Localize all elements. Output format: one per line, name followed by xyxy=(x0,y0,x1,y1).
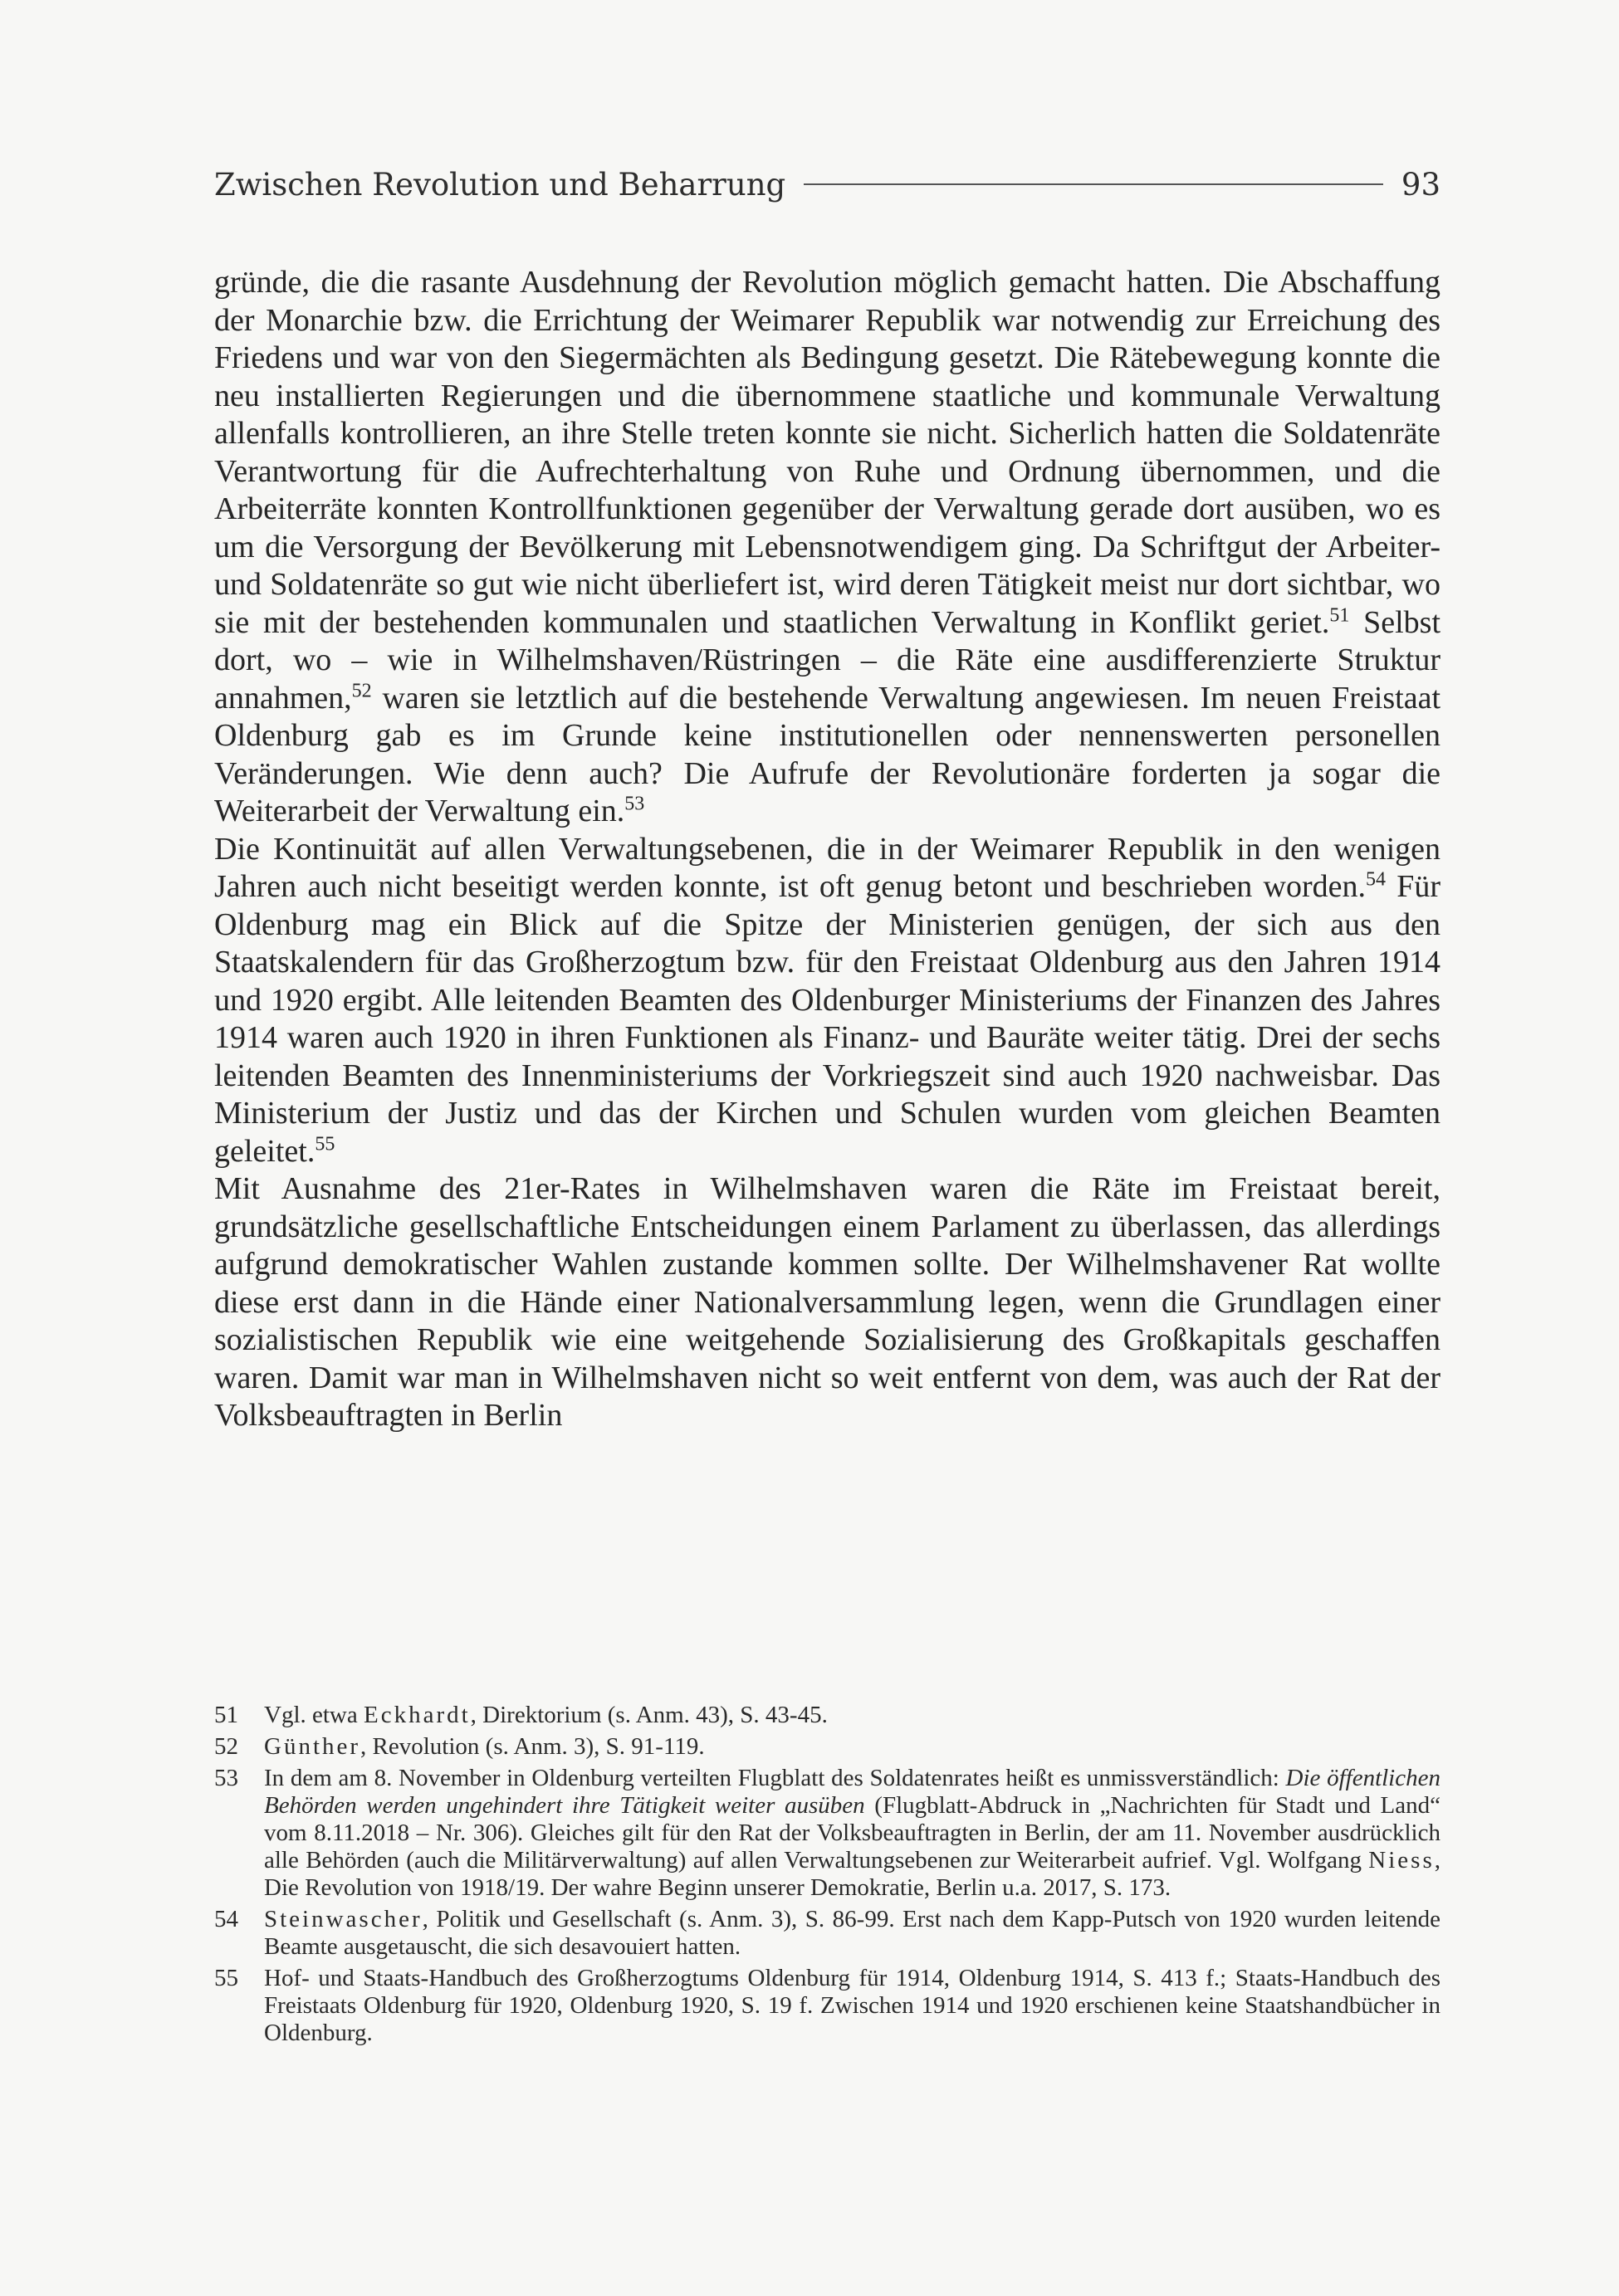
footnote-53-text-b: (Flugblatt-Abdruck in „Nachrichten für Stadt und Land“ vom 8.11.2018 – Nr. 306). Gleiches gilt für den Rat der Volksbeauftragten in Berlin, der am 11. November ausdrücklich alle Behörden (auch die Militärverwaltung) auf allen Verwaltungsebenen zur Weiterarbeit aufrief. Vgl. Wolfgang xyxy=(264,1792,1440,1873)
paragraph-2-text-b: Für Oldenburg mag ein Blick auf die Spitze der Ministerien genügen, der sich aus den Staatskalendern für das Großherzogtum bzw. für den Freistaat Oldenburg aus den Jahren 1914 und 1920 ergibt. Alle leitenden Beamten des Oldenburger Ministeriums der Finanzen des Jahres 1914 waren auch 1920 in ihren Funktionen als Finanz- und Bauräte weiter tätig. Drei der sechs leitenden Beamten des Innenministeriums der Vorkriegszeit sind auch 1920 nachweisbar. Das Ministerium der Justiz und das der Kirchen und Schulen wurden vom gleichen Beamten geleitet. xyxy=(214,869,1440,1169)
paragraph-3: Mit Ausnahme des 21er-Rates in Wilhelmshaven waren die Räte im Freistaat bereit, grundsätzliche gesellschaftliche Entscheidungen einem Parlament zu überlassen, das allerdings aufgrund demokratischer Wahlen zustande kommen sollte. Der Wilhelmshavener Rat wollte diese erst dann in die Hände einer Nationalversammlung legen, wenn die Grundlagen einer sozialistischen Republik wie eine weitgehende Sozialisierung des Großkapitals geschaffen waren. Damit war man in Wilhelmshaven nicht so weit entfernt von dem, was auch der Rat der Volksbeauftragten in Berlin xyxy=(214,1171,1440,1433)
footnote-54-author: Steinwascher xyxy=(264,1906,423,1932)
footnote-55-text: Hof- und Staats-Handbuch des Großherzogtums Oldenburg für 1914, Oldenburg 1914, S. 413 f.; Staats-Handbuch des Freistaats Oldenburg für 1920, Oldenburg 1920, S. 19 f. Zwischen 1914 und 1920 erschienen keine Staatshandbücher in Oldenburg. xyxy=(264,1965,1440,2046)
footnote-51-text-a: Vgl. etwa xyxy=(264,1702,364,1728)
paragraph-1-text-c: waren sie letztlich auf die bestehende Verwaltung angewiesen. Im neuen Freistaat Oldenburg gab es im Grunde keine institutionellen oder nennenswerten personellen Veränderungen. Wie denn auch? Die Aufrufe der Revolutionäre forderten ja sogar die Weiterarbeit der Verwaltung ein. xyxy=(214,680,1440,828)
running-header xyxy=(214,159,1440,209)
footnote-54-text-b: , Politik und Gesellschaft (s. Anm. 3), S. 86-99. Erst nach dem Kapp-Putsch von 1920 wurden leitende Beamte ausgetauscht, die sich desavouiert hatten. xyxy=(264,1906,1440,1960)
footnote-text xyxy=(264,1733,1440,1761)
footnote-number: 55 xyxy=(214,1965,238,1991)
footnote-53-text-c: , Die Revolution von 1918/19. Der wahre Beginn unserer Demokratie, Berlin u.a. 2017, S. 173. xyxy=(264,1847,1440,1901)
footnote-51 xyxy=(214,1702,1440,1729)
footnote-ref-53[interactable]: 53 xyxy=(624,793,645,815)
footnote-54 xyxy=(214,1906,1440,1961)
footnote-52-text-b: , Revolution (s. Anm. 3), S. 91-119. xyxy=(360,1733,705,1760)
footnote-52-author: Günther xyxy=(264,1733,361,1760)
footnote-text xyxy=(264,1702,1440,1729)
footnote-52 xyxy=(214,1733,1440,1761)
footnote-text xyxy=(264,1906,1440,1961)
footnote-ref-51[interactable]: 51 xyxy=(1329,603,1350,626)
paragraph-2 xyxy=(214,831,1440,1171)
footnote-53-quote: Die öffentlichen Behörden werden ungehindert ihre Tätigkeit weiter ausüben xyxy=(264,1765,1440,1819)
paragraph-2-text-a: Die Kontinuität auf allen Verwaltungsebenen, die in der Weimarer Republik in den wenigen Jahren auch nicht beseitigt werden konnte, ist oft genug betont und beschrieben worden. xyxy=(214,831,1440,904)
page-number: 93 xyxy=(1401,166,1440,203)
header-rule xyxy=(804,183,1383,185)
footnote-51-text-b: , Direktorium (s. Anm. 43), S. 43-45. xyxy=(470,1702,828,1728)
footnote-ref-55[interactable]: 55 xyxy=(315,1132,335,1155)
footnote-51-author: Eckhardt xyxy=(364,1702,471,1728)
footnote-55 xyxy=(214,1965,1440,2047)
footnote-number: 54 xyxy=(214,1906,238,1932)
footnote-53 xyxy=(214,1765,1440,1902)
paragraph-1-text-a: gründe, die die rasante Ausdehnung der Revolution möglich gemacht hatten. Die Abschaffung der Monarchie bzw. die Errichtung der Weimarer Republik war notwendig zur Erreichung des Friedens und war von den Siegermächten als Bedingung gesetzt. Die Rätebewegung konnte die neu installierten Regierungen und die übernommene staatliche und kommunale Verwaltung allenfalls kontrollieren, an ihre Stelle treten konnte sie nicht. Sicherlich hatten die Soldatenräte Verantwortung für die Aufrechterhaltung von Ruhe und Ordnung übernommen, und die Arbeiterräte konnten Kontrollfunktionen gegenüber der Verwaltung gerade dort ausüben, wo es um die Versorgung der Bevölkerung mit Lebensnotwendigem ging. Da Schriftgut der Arbeiter- und Soldatenräte so gut wie nicht überliefert ist, wird deren Tätigkeit meist nur dort sichtbar, wo sie mit der bestehenden kommunalen und staatlichen Verwaltung in Konflikt geriet. xyxy=(214,265,1440,640)
paragraph-1-text-b: Selbst dort, wo – wie in Wilhelmshaven/Rüstringen – die Räte eine ausdifferenzierte Struktur annahmen, xyxy=(214,604,1441,716)
footnote-number: 52 xyxy=(214,1733,238,1760)
footnote-number: 53 xyxy=(214,1765,238,1791)
main-text xyxy=(214,264,1440,1435)
footnote-ref-52[interactable]: 52 xyxy=(351,679,372,701)
header-title: Zwischen Revolution und Beharrung xyxy=(214,166,786,203)
footnotes xyxy=(214,1702,1440,2051)
footnote-53-author: Niess xyxy=(1368,1847,1435,1873)
footnote-number: 51 xyxy=(214,1702,238,1728)
footnote-ref-54[interactable]: 54 xyxy=(1365,868,1386,891)
paragraph-1 xyxy=(214,264,1440,831)
footnote-53-text-a: In dem am 8. November in Oldenburg verteilten Flugblatt des Soldatenrates heißt es unmissverständlich: xyxy=(264,1765,1286,1791)
footnote-text xyxy=(264,1765,1440,1902)
